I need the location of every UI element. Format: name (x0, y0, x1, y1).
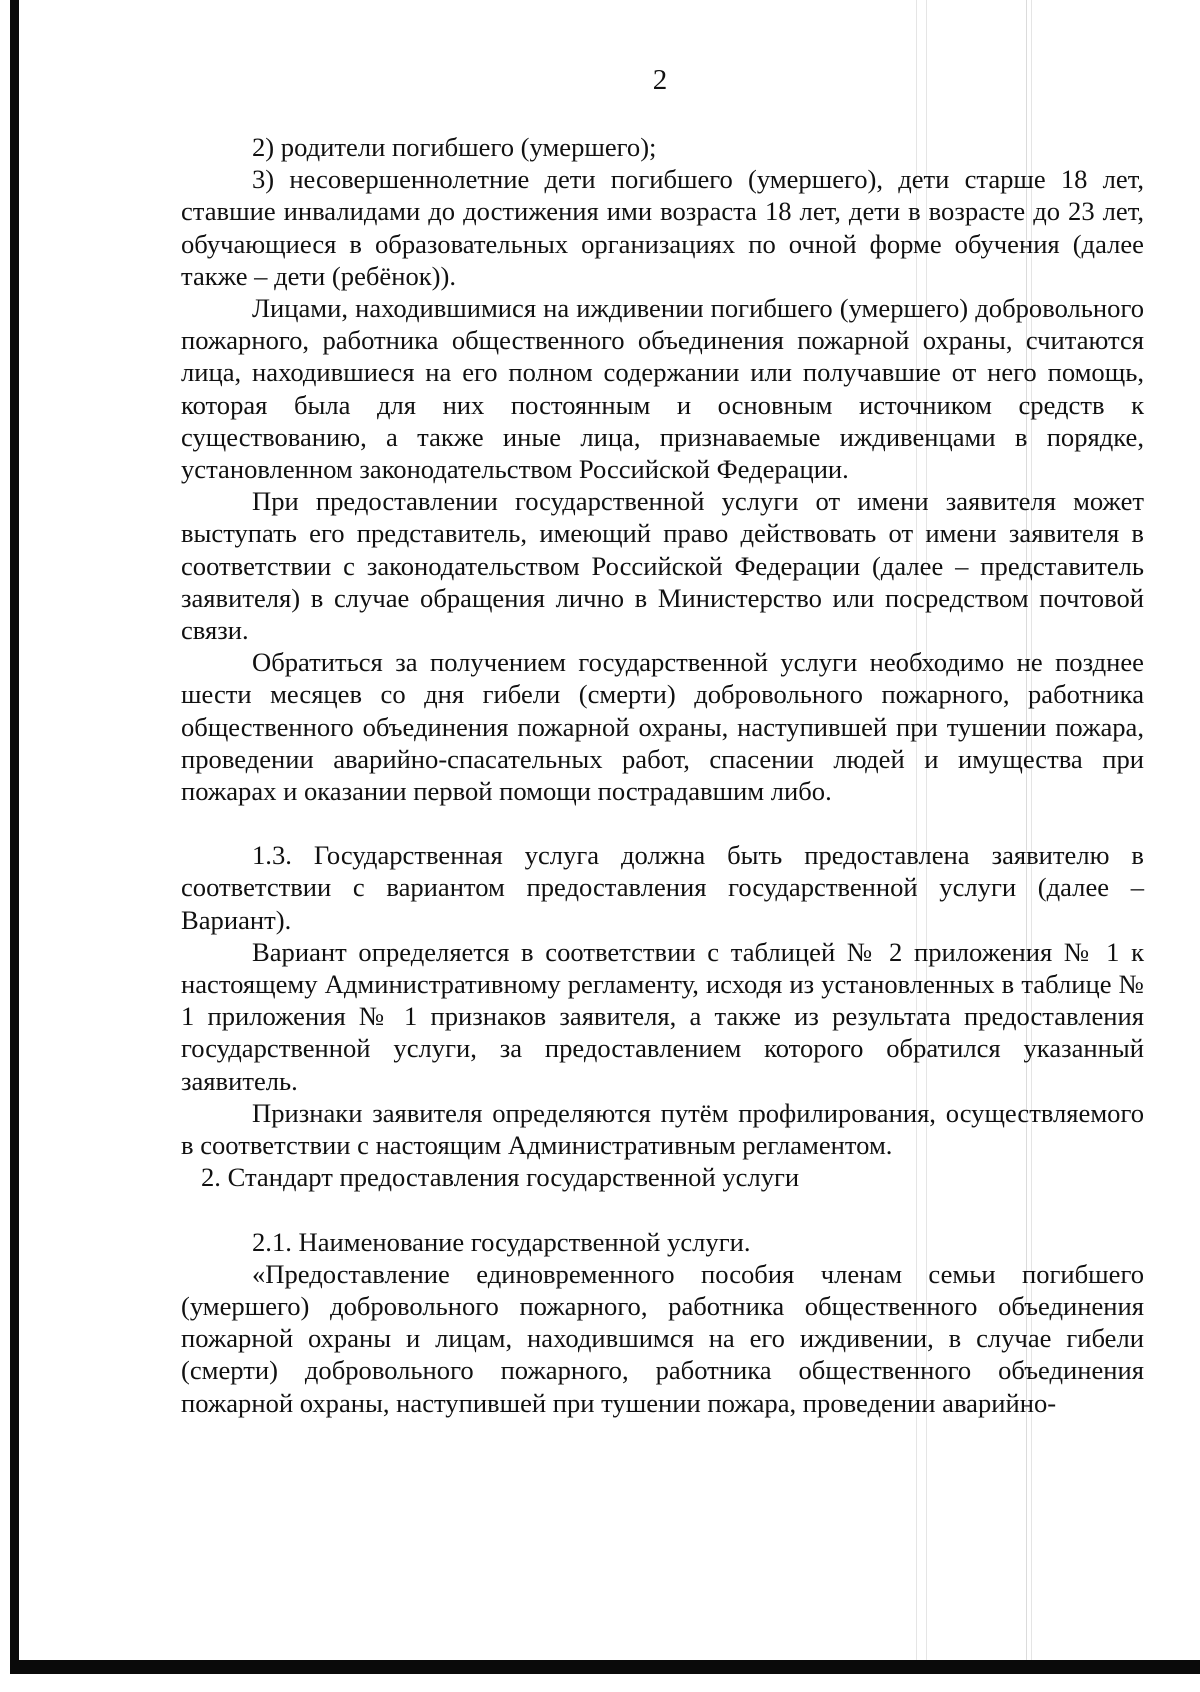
paragraph-representative: При предоставлении государственной услуги от имени заявителя может выступать его представитель, имеющий право действовать от имени заявителя в соответствии с законодательством Российской Федерации (далее – представитель заявителя) в случае обращения лично в Министерство или посредством почтовой связи. (181, 486, 1144, 646)
subsection-heading: 2.1. Наименование государственной услуги. (252, 1226, 751, 1257)
paragraph-service-name: «Предоставление единовременного пособия членам семьи погибшего (умершего) добровольного пожарного, работника общественного объединения пожарной охраны и лицам, находившимся на его иждивении, в случае гибели (смерти) добровольного пожарного, работника общественного объединения пожарной охраны, наступившей при тушении пожара, проведении аварийно- (181, 1258, 1144, 1418)
scan-bottom-border (10, 1660, 1200, 1674)
scan-left-border (10, 0, 19, 1668)
paragraph-variant: Вариант определяется в соответствии с таблицей № 2 приложения № 1 к настоящему Административному регламенту, исходя из установленных в таблице № 1 приложения № 1 признаков заявителя, а также из результата предоставления государственной услуги, за предоставлением которого обратился указанный заявитель. (181, 936, 1144, 1096)
section-heading: 2. Стандарт предоставления государственной услуги (201, 1162, 800, 1193)
paragraph-1-3: 1.3. Государственная услуга должна быть предоставлена заявителю в соответствии с вариантом предоставления государственной услуги (далее – Вариант). (181, 840, 1144, 935)
paragraph-profiling: Признаки заявителя определяются путём профилирования, осуществляемого в соответствии с настоящим Административным регламентом. (181, 1097, 1144, 1161)
paragraph-deadline: Обратиться за получением государственной услуги необходимо не позднее шести месяцев со дня гибели (смерти) добровольного пожарного, работника общественного объединения пожарной охраны, наступившей при тушении пожара, проведении аварийно-спасательных работ, спасении людей и имущества при пожарах и оказании первой помощи пострадавшим либо. (181, 647, 1144, 807)
paragraph-parents: 2) родители погибшего (умершего); (252, 132, 657, 162)
paragraph-dependents: Лицами, находившимися на иждивении погибшего (умершего) добровольного пожарного, работника общественного объединения пожарной охраны, считаются лица, находившиеся на его полном содержании или получавшие от него помощь, которая была для них постоянным и основным источником средств к существованию, а также иные лица, признаваемые иждивенцами в порядке, установленном законодательством Российской Федерации. (181, 293, 1144, 485)
paragraph-children: 3) несовершеннолетние дети погибшего (умершего), дети старше 18 лет, ставшие инвалидами до достижения ими возраста 18 лет, дети в возрасте до 23 лет, обучающиеся в образовательных организациях по очной форме обучения (далее также – дети (ребёнок)). (181, 164, 1144, 291)
document-body (181, 131, 1144, 1419)
page-number: 2 (652, 64, 668, 96)
